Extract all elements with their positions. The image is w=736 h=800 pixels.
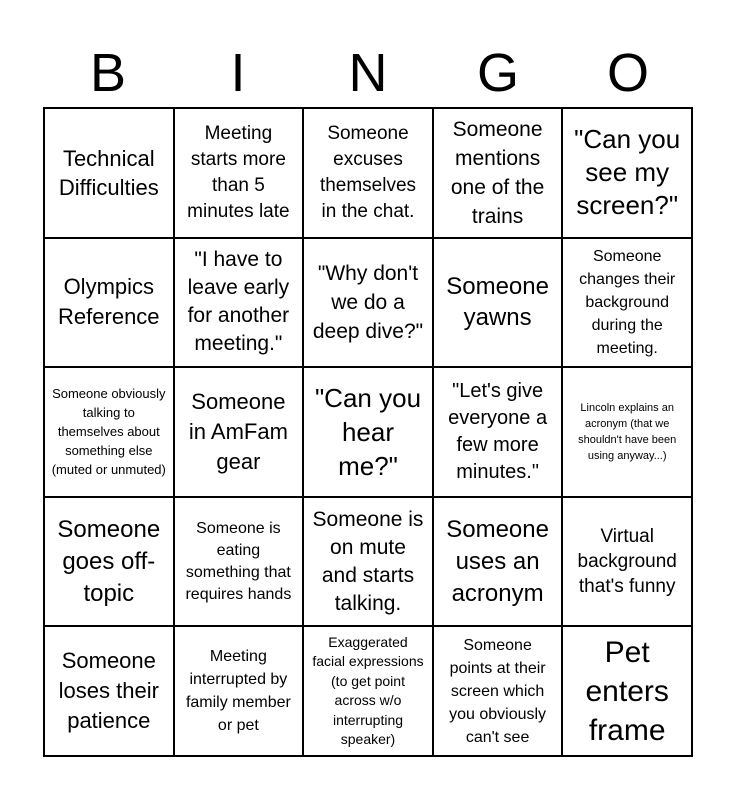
header-letter-g: G xyxy=(476,43,519,103)
bingo-cell[interactable]: Technical Difficulties xyxy=(44,108,174,238)
bingo-cell[interactable]: Someone excuses themselves in the chat. xyxy=(303,108,433,238)
bingo-cell[interactable]: Someone points at their screen which you obviously can't see xyxy=(433,626,563,756)
header-letter-n: N xyxy=(348,43,388,103)
bingo-card xyxy=(43,107,693,757)
bingo-cell[interactable]: Someone loses their patience xyxy=(44,626,174,756)
bingo-cell[interactable]: Meeting interrupted by family member or pet xyxy=(174,626,304,756)
bingo-cell[interactable]: Lincoln explains an acronym (that we shouldn't have been using anyway...) xyxy=(562,367,692,497)
bingo-cell[interactable]: Someone changes their background during the meeting. xyxy=(562,238,692,368)
bingo-cell[interactable]: Exaggerated facial expressions (to get point across w/o interrupting speaker) xyxy=(303,626,433,756)
bingo-cell[interactable]: Olympics Reference xyxy=(44,238,174,368)
bingo-cell[interactable]: "Can you hear me?" xyxy=(303,367,433,497)
bingo-cell[interactable]: Someone uses an acronym xyxy=(433,497,563,627)
bingo-cell[interactable]: Pet enters frame xyxy=(562,626,692,756)
header-letter-b: B xyxy=(89,43,127,103)
bingo-cell[interactable]: Someone mentions one of the trains xyxy=(433,108,563,238)
bingo-header xyxy=(43,42,693,104)
bingo-cell[interactable]: Someone yawns xyxy=(433,238,563,368)
bingo-cell[interactable]: Someone in AmFam gear xyxy=(174,367,304,497)
bingo-cell[interactable]: Someone goes off-topic xyxy=(44,497,174,627)
header-letter-i: I xyxy=(230,43,246,103)
bingo-cell[interactable]: Someone is on mute and starts talking. xyxy=(303,497,433,627)
bingo-cell[interactable]: "Let's give everyone a few more minutes." xyxy=(433,367,563,497)
bingo-cell[interactable]: Meeting starts more than 5 minutes late xyxy=(174,108,304,238)
header-letter-o: O xyxy=(606,43,649,103)
bingo-cell[interactable]: Someone obviously talking to themselves about something else (muted or unmuted) xyxy=(44,367,174,497)
bingo-cell[interactable]: "Why don't we do a deep dive?" xyxy=(303,238,433,368)
bingo-cell[interactable]: Virtual background that's funny xyxy=(562,497,692,627)
bingo-cell[interactable]: Someone is eating something that requires hands xyxy=(174,497,304,627)
bingo-cell[interactable]: "I have to leave early for another meeting." xyxy=(174,238,304,368)
bingo-cell[interactable]: "Can you see my screen?" xyxy=(562,108,692,238)
